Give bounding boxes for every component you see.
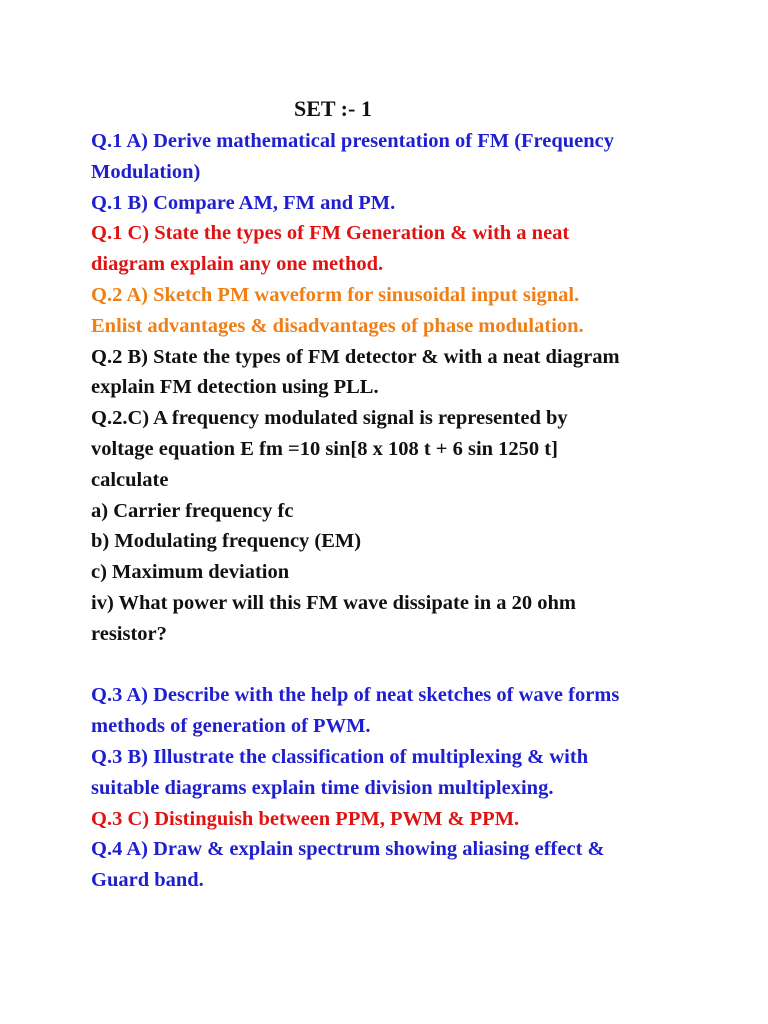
q2b-line-1: Q.2 B) State the types of FM detector & with a neat diagram <box>91 345 620 368</box>
q2c-part-a: a) Carrier frequency fc <box>91 499 294 522</box>
q3c-line-1: Q.3 C) Distinguish between PPM, PWM & PPM. <box>91 807 520 830</box>
q2c-line-1: Q.2.C) A frequency modulated signal is represented by <box>91 407 568 430</box>
q3b-line-1: Q.3 B) Illustrate the classification of multiplexing & with <box>91 745 589 768</box>
q2c-part-iv-line-1: iv) What power will this FM wave dissipate in a 20 ohm <box>91 591 577 614</box>
q3a-line-2: methods of generation of PWM. <box>91 715 371 738</box>
q2c-part-c: c) Maximum deviation <box>91 561 290 584</box>
q4a-line-2: Guard band. <box>91 869 204 892</box>
page-title: SET :- 1 <box>294 96 372 121</box>
q2b-line-2: explain FM detection using PLL. <box>91 376 379 399</box>
q1a-line-2: Modulation) <box>91 160 201 183</box>
q2c-line-2: voltage equation E fm =10 sin[8 x 108 t + 6 sin 1250 t] <box>91 437 558 460</box>
q2c-part-b: b) Modulating frequency (EM) <box>91 530 362 553</box>
q3a-line-1: Q.3 A) Describe with the help of neat sketches of wave forms <box>91 684 620 707</box>
q2c-line-3: calculate <box>91 468 169 491</box>
q3b-line-2: suitable diagrams explain time division multiplexing. <box>91 776 554 799</box>
q1b-line-1: Q.1 B) Compare AM, FM and PM. <box>91 191 396 214</box>
q2a-line-2: Enlist advantages & disadvantages of phase modulation. <box>91 314 584 337</box>
q1c-line-2: diagram explain any one method. <box>91 253 384 276</box>
q2a-line-1: Q.2 A) Sketch PM waveform for sinusoidal input signal. <box>91 283 580 306</box>
q1c-line-1: Q.1 C) State the types of FM Generation & with a neat <box>91 222 570 245</box>
question-list <box>91 126 731 896</box>
q2c-part-iv-line-2: resistor? <box>91 622 167 645</box>
q4a-line-1: Q.4 A) Draw & explain spectrum showing aliasing effect & <box>91 838 605 861</box>
blank-line <box>91 650 731 681</box>
q1a-line-1: Q.1 A) Derive mathematical presentation of FM (Frequency <box>91 130 615 152</box>
